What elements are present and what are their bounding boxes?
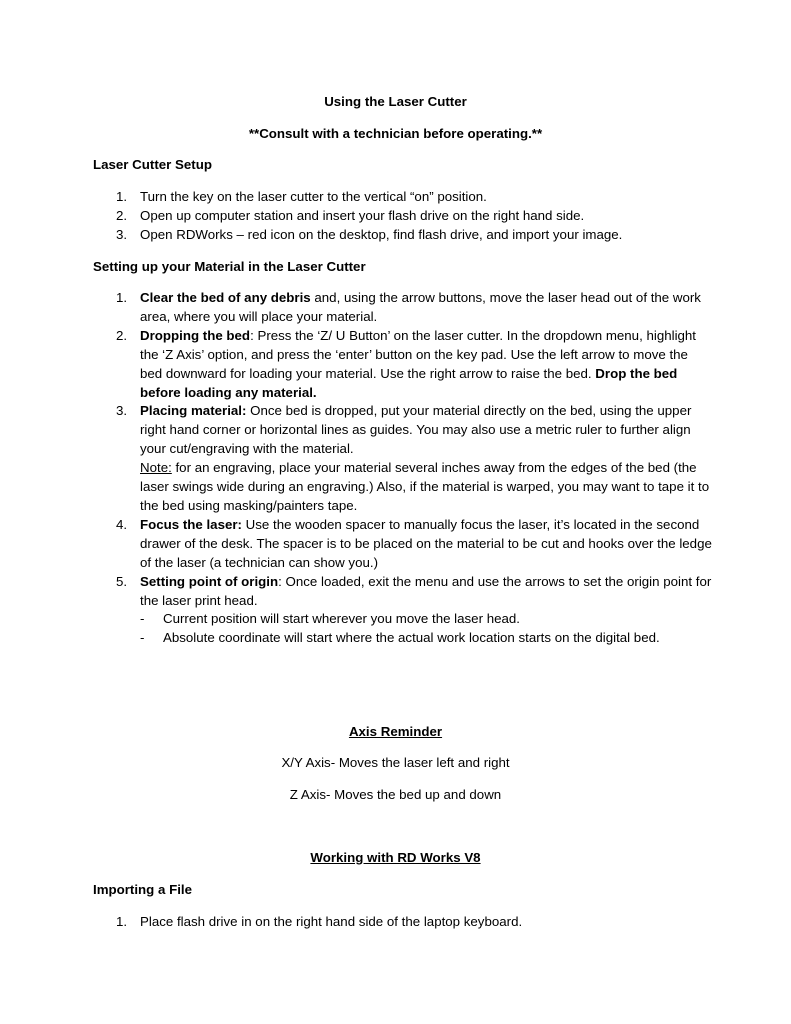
note-label: Note: [140,460,172,476]
import-list [93,913,713,932]
list-item: 5. Setting point of origin: Once loaded, exit the menu and use the arrows to set the origin point for the laser print head. [116,573,712,608]
warning-note: **Consult with a technician before operating.** [248,126,543,141]
list-item: 3. Open RDWorks – red icon on the desktop, find flash drive, and import your image. [116,226,623,242]
list-item: 2. Open up computer station and insert your flash drive on the right hand side. [116,207,585,223]
list-item: 1. Clear the bed of any debris and, using the arrow buttons, move the laser head out of the work area, where you will place your material. [116,290,701,324]
section-heading-setup: Laser Cutter Setup [93,157,212,172]
list-item: 1. Turn the key on the laser cutter to the vertical “on” position. [116,189,487,204]
axis-xy-text: X/Y Axis- Moves the laser left and right [281,755,510,770]
list-item: 1. Place flash drive in on the right hand side of the laptop keyboard. [116,914,523,929]
importing-subheading: Importing a File [93,882,192,897]
sub-list-item: - Absolute coordinate will start where the actual work location starts on the digital bed. [140,630,660,646]
axis-reminder-heading: Axis Reminder [348,724,443,739]
rdworks-heading: Working with RD Works V8 [310,850,481,865]
list-item: 2. Dropping the bed: Press the ‘Z/ U Button’ on the laser cutter. In the dropdown menu, highlight the ‘Z Axis’ option, and press the ‘enter’ button on the key pad. Use the left arrow to move the bed downward for loading your material. Use the right arrow to raise the bed. Drop the bed before loading any material. [116,327,697,400]
section-heading-material: Setting up your Material in the Laser Cutter [93,259,366,274]
page-title: Using the Laser Cutter [324,94,467,109]
axis-z-text: Z Axis- Moves the bed up and down [289,787,502,802]
material-list [93,289,713,648]
sub-list-item: - Current position will start wherever you move the laser head. [140,611,520,627]
list-item: 3. Placing material: Once bed is dropped, put your material directly on the bed, using the upper right hand corner or horizontal lines as guides. You may also use a metric ruler to further align your cut/engraving with the material. Note: for an engraving, place your material several inches away from the edges of the bed (the laser swings wide during an engraving.) Also, if the material is warped, you may want to tape it to the bed using masking/painters tape. [116,403,710,513]
setup-list [93,188,713,245]
list-item: 4. Focus the laser: Use the wooden spacer to manually focus the laser, it’s located in the second drawer of the desk. The spacer is to be placed on the material to be cut and hooks over the ledge of the laser (a technician can show you.) [116,516,712,570]
